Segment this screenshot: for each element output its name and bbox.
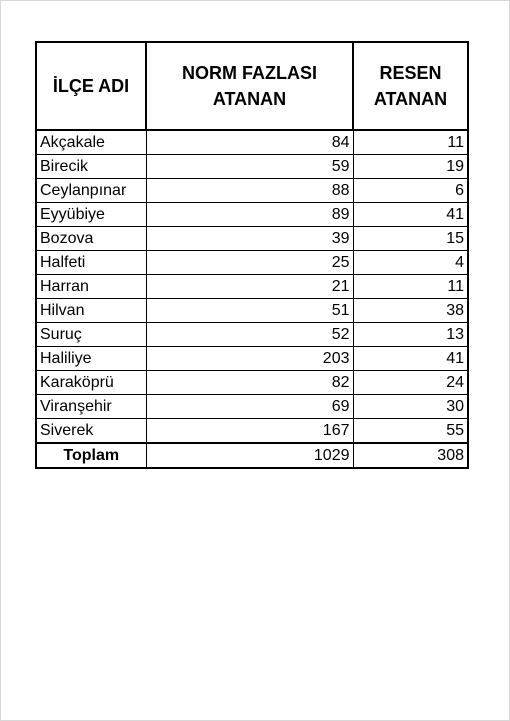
total-row (36, 443, 468, 468)
norm-cell: 51 (146, 299, 353, 323)
table-row (36, 251, 468, 275)
norm-cell: 203 (146, 347, 353, 371)
total-label: Toplam (36, 443, 146, 468)
resen-cell: 55 (353, 419, 468, 444)
norm-cell: 69 (146, 395, 353, 419)
resen-cell: 4 (353, 251, 468, 275)
resen-cell: 11 (353, 130, 468, 155)
resen-cell: 6 (353, 179, 468, 203)
district-cell: Eyyübiye (36, 203, 146, 227)
table-row (36, 323, 468, 347)
district-cell: Viranşehir (36, 395, 146, 419)
resen-cell: 19 (353, 155, 468, 179)
header-norm: NORM FAZLASI ATANAN (146, 42, 353, 130)
resen-cell: 13 (353, 323, 468, 347)
district-cell: Bozova (36, 227, 146, 251)
total-norm: 1029 (146, 443, 353, 468)
district-cell: Suruç (36, 323, 146, 347)
district-cell: Birecik (36, 155, 146, 179)
resen-cell: 41 (353, 203, 468, 227)
header-resen: RESEN ATANAN (353, 42, 468, 130)
district-cell: Halfeti (36, 251, 146, 275)
resen-cell: 41 (353, 347, 468, 371)
assignment-table (35, 41, 469, 469)
resen-cell: 24 (353, 371, 468, 395)
district-cell: Hilvan (36, 299, 146, 323)
resen-cell: 11 (353, 275, 468, 299)
district-cell: Haliliye (36, 347, 146, 371)
table-row (36, 419, 468, 444)
table-row (36, 203, 468, 227)
norm-cell: 52 (146, 323, 353, 347)
district-cell: Harran (36, 275, 146, 299)
district-cell: Akçakale (36, 130, 146, 155)
table-row (36, 347, 468, 371)
table-row (36, 395, 468, 419)
header-district: İLÇE ADI (36, 42, 146, 130)
norm-cell: 59 (146, 155, 353, 179)
district-cell: Ceylanpınar (36, 179, 146, 203)
district-cell: Siverek (36, 419, 146, 444)
norm-cell: 88 (146, 179, 353, 203)
total-resen: 308 (353, 443, 468, 468)
table-row (36, 130, 468, 155)
norm-cell: 21 (146, 275, 353, 299)
table-row (36, 275, 468, 299)
norm-cell: 167 (146, 419, 353, 444)
district-cell: Karaköprü (36, 371, 146, 395)
table-row (36, 227, 468, 251)
resen-cell: 38 (353, 299, 468, 323)
norm-cell: 39 (146, 227, 353, 251)
resen-cell: 15 (353, 227, 468, 251)
norm-cell: 82 (146, 371, 353, 395)
table-row (36, 371, 468, 395)
table-row (36, 155, 468, 179)
table-row (36, 179, 468, 203)
norm-cell: 89 (146, 203, 353, 227)
table-row (36, 299, 468, 323)
resen-cell: 30 (353, 395, 468, 419)
header-row (36, 42, 468, 130)
norm-cell: 25 (146, 251, 353, 275)
norm-cell: 84 (146, 130, 353, 155)
